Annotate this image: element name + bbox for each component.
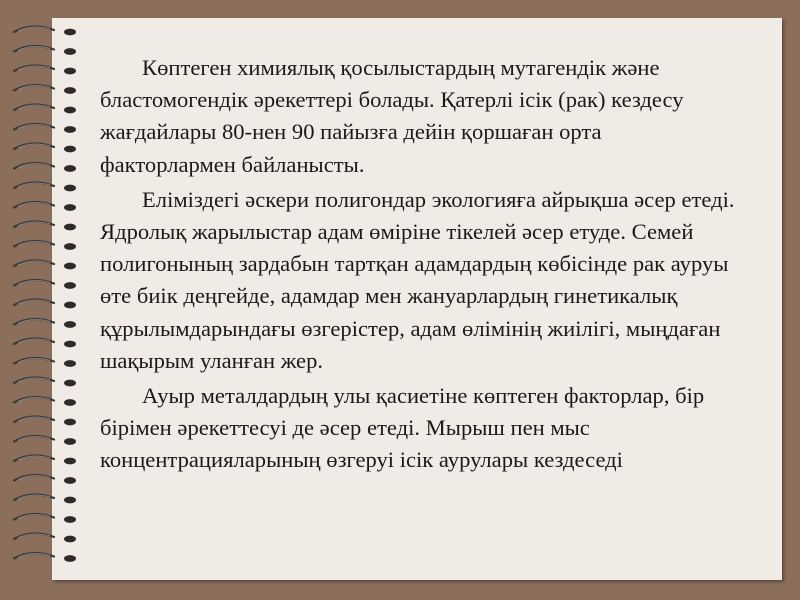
spiral-binding [10, 20, 90, 580]
spiral-ring-icon [14, 397, 76, 406]
spiral-ring-icon [14, 260, 76, 269]
spiral-ring-icon [14, 280, 76, 289]
spiral-ring-icon [14, 85, 76, 94]
spiral-ring-icon [14, 455, 76, 464]
spiral-ring-icon [14, 182, 76, 191]
spiral-ring-icon [14, 46, 76, 55]
spiral-ring-icon [14, 124, 76, 133]
spiral-ring-icon [14, 338, 76, 347]
spiral-ring-icon [14, 475, 76, 484]
spiral-ring-icon [14, 26, 76, 35]
spiral-ring-icon [14, 241, 76, 250]
spiral-ring-icon [14, 299, 76, 308]
paragraph-3: Ауыр металдардың улы қасиетіне көптеген факторлар, бір бірімен әрекеттесуі де әсер етеді. Мырыш пен мыс концентрацияларының өзгеруі ісік аурулары кездеседі [100, 383, 705, 473]
paragraph-1: Көптеген химиялық қосылыстардың мутагендік және бластомогендік әрекеттері болады. Қатерлі ісік (рак) кездесу жағдайлары 80-нен 90 пайызға дейін қоршаған орта факторлармен байланысты. [100, 55, 684, 177]
slide-text [100, 52, 740, 480]
spiral-ring-icon [14, 65, 76, 74]
spiral-ring-icon [14, 416, 76, 425]
spiral-ring-icon [14, 319, 76, 328]
spiral-ring-icon [14, 494, 76, 503]
spiral-ring-icon [14, 202, 76, 211]
spiral-ring-icon [14, 104, 76, 113]
spiral-ring-icon [14, 533, 76, 542]
spiral-ring-icon [14, 514, 76, 523]
spiral-ring-icon [14, 358, 76, 367]
spiral-ring-icon [14, 221, 76, 230]
spiral-ring-icon [14, 436, 76, 445]
spiral-ring-icon [14, 553, 76, 562]
paragraph-2: Еліміздегі әскери полигондар экологияға айрықша әсер етеді. Ядролық жарылыстар адам өміріне тікелей әсер етуде. Семей полигонының зардабын тартқан адамдардың көбісінде рак ауруы өте биік деңгейде, адамдар мен жануарлардың гинетикалық құрылымдарындағы өзгерістер, адам өлімінің жиілігі, мыңдаған шақырым уланған жер. [100, 186, 735, 373]
spiral-ring-icon [14, 143, 76, 152]
spiral-ring-icon [14, 163, 76, 172]
spiral-ring-icon [14, 377, 76, 386]
